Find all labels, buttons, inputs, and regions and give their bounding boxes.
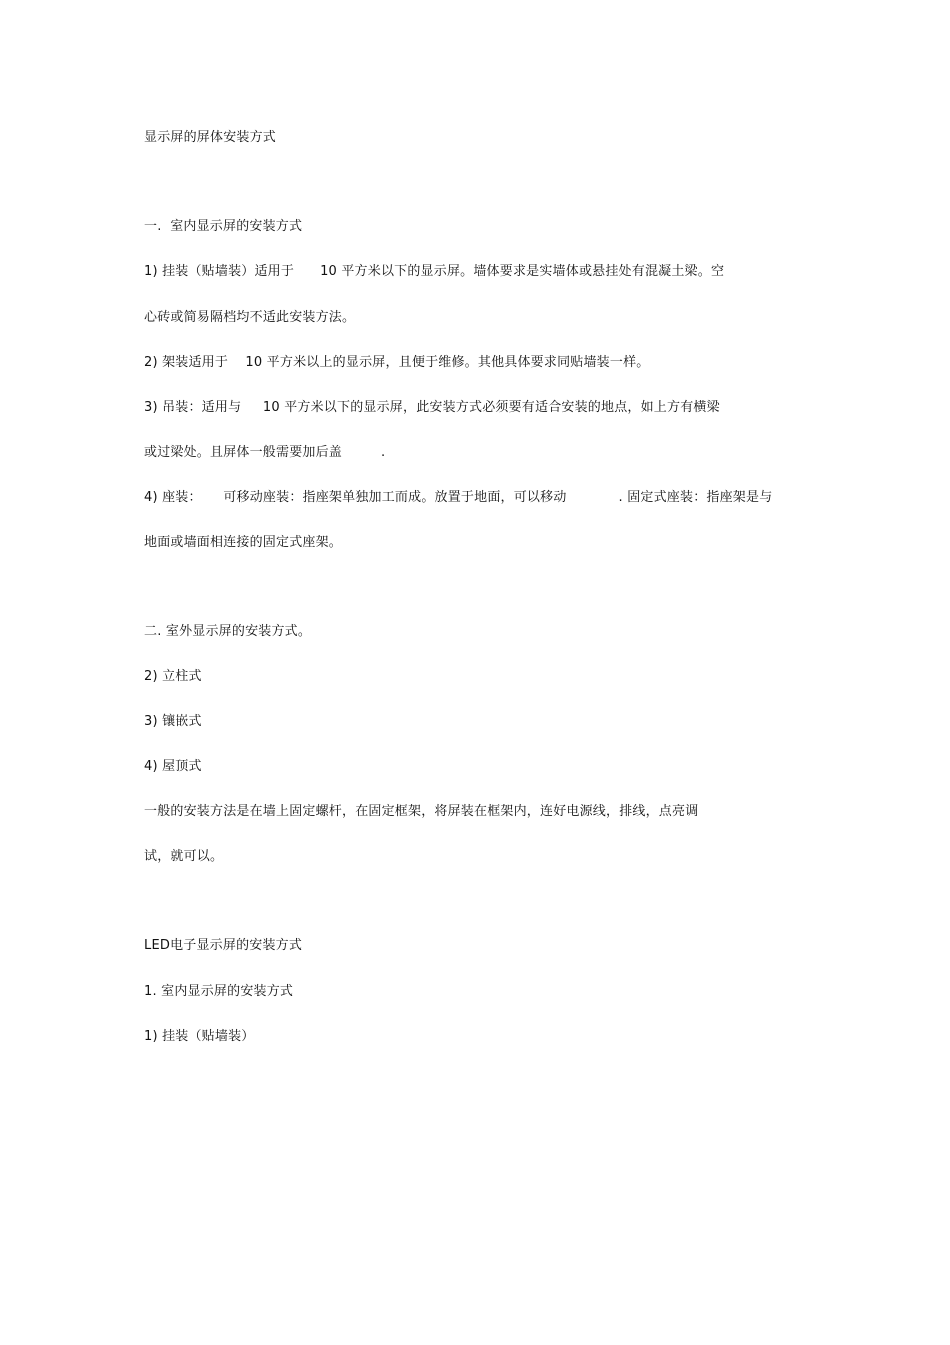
- section1-item1-line1: 1) 挂装（贴墙装）适用于 10 平方米以下的显示屏。墙体要求是实墙体或悬挂处有混凝土梁。空: [144, 264, 725, 279]
- section3-item1: 1) 挂装（贴墙装）: [144, 1029, 255, 1044]
- section1-heading: 一. 室内显示屏的安装方式: [144, 219, 303, 234]
- section2-heading: 二. 室外显示屏的安装方式。: [144, 624, 312, 639]
- section3-subheading: 1. 室内显示屏的安装方式: [144, 984, 294, 999]
- section1-item2: 2) 架装适用于 10 平方米以上的显示屏，且便于维修。其他具体要求同贴墙装一样。: [144, 355, 650, 370]
- section1-item4-line2: 地面或墙面相连接的固定式座架。: [144, 535, 343, 550]
- document-title: 显示屏的屏体安装方式: [144, 130, 277, 145]
- section2-note-line2: 试，就可以。: [144, 849, 224, 864]
- section1-item4-line1: 4) 座装： 可移动座装：指座架单独加工而成。放置于地面，可以移动 . 固定式座装：指座架是与: [144, 490, 773, 505]
- section1-item3-line1: 3) 吊装：适用与 10 平方米以下的显示屏，此安装方式必须要有适合安装的地点，如上方有横梁: [144, 400, 720, 415]
- section2-item4: 4) 屋顶式: [144, 759, 202, 774]
- section2-item2: 2) 立柱式: [144, 669, 202, 684]
- section2-item3: 3) 镶嵌式: [144, 714, 202, 729]
- section1-item1-line2: 心砖或简易隔档均不适此安装方法。: [144, 310, 356, 325]
- section1-item3-line2: 或过梁处。且屏体一般需要加后盖 .: [144, 445, 386, 460]
- section3-heading: LED电子显示屏的安装方式: [144, 938, 303, 953]
- section2-note-line1: 一般的安装方法是在墙上固定螺杆，在固定框架，将屏装在框架内，连好电源线，排线，点亮调: [144, 804, 699, 819]
